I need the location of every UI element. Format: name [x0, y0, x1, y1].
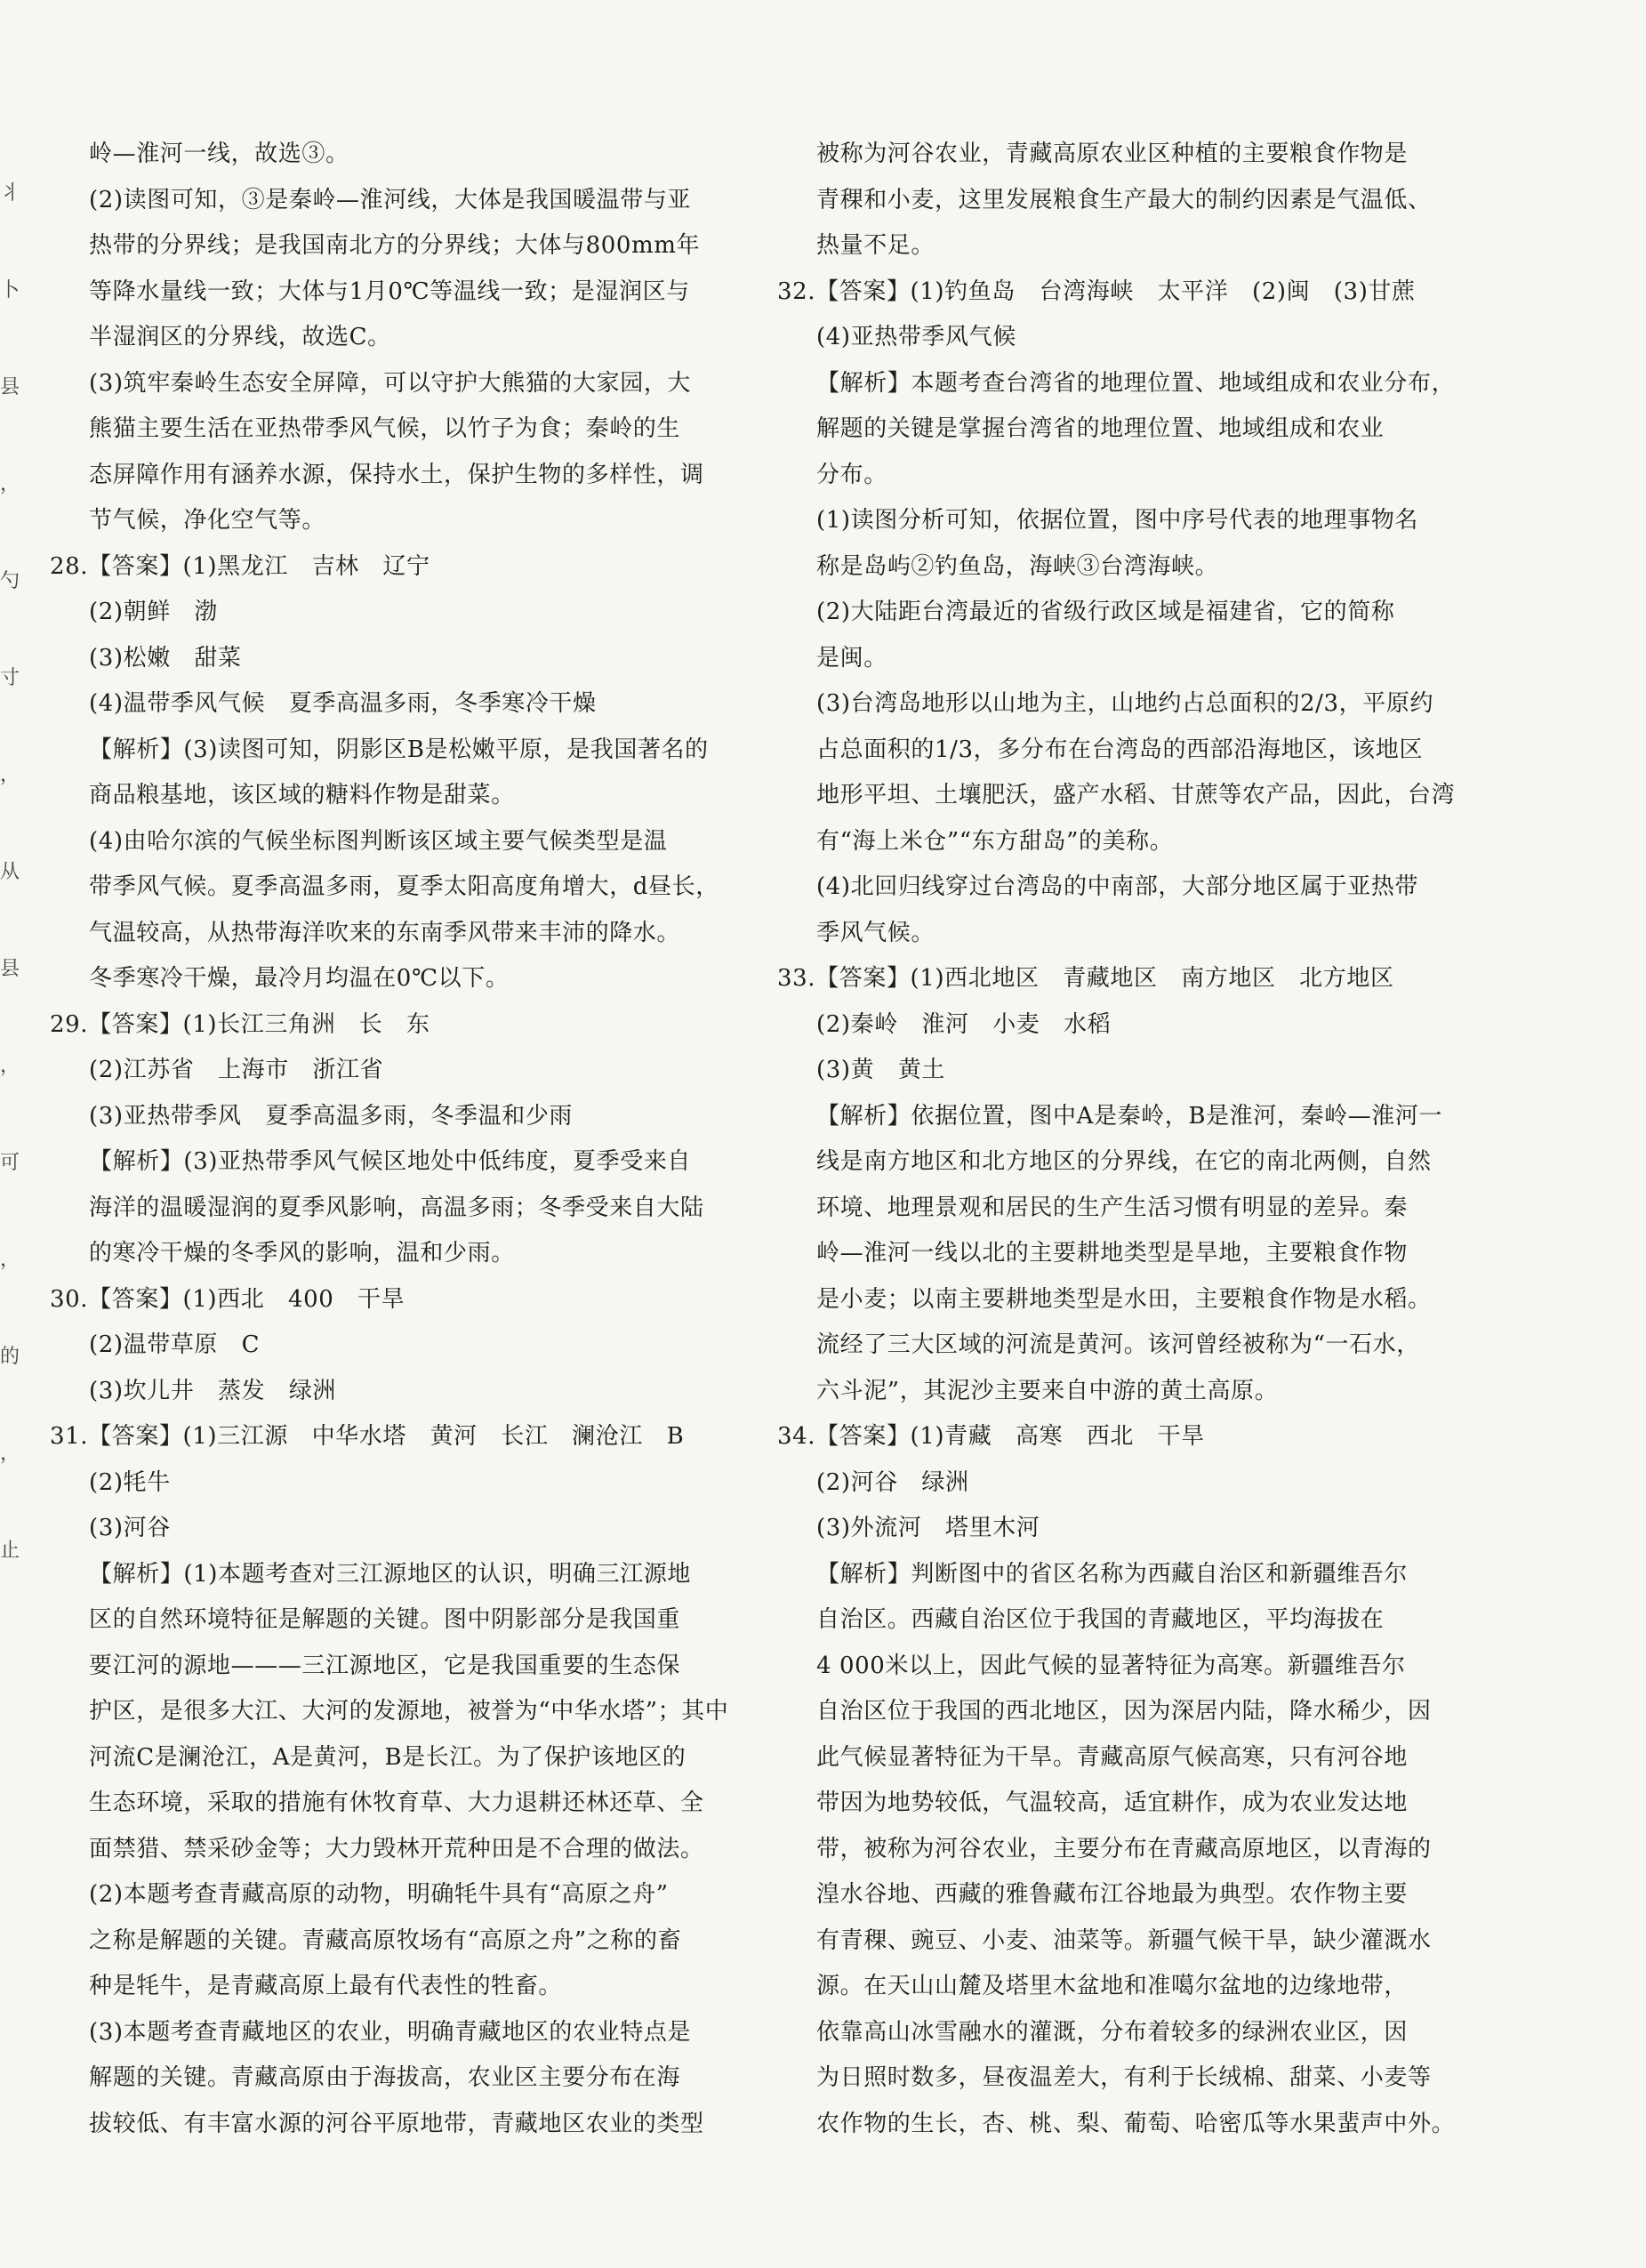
- text-line: 带季风气候。夏季高温多雨，夏季太阳高度角增大，d昼长，: [89, 873, 719, 900]
- text-line: 青稞和小麦，这里发展粮食生产最大的制约因素是气温低、: [816, 186, 1432, 213]
- text-line: 流经了三大区域的河流是黄河。该河曾经被称为“一石水，: [816, 1331, 1420, 1358]
- margin-fragment: ，: [0, 1249, 20, 1271]
- text-line: 要江河的源地———三江源地区，它是我国重要的生态保: [89, 1652, 681, 1679]
- text-line: 是闽。: [816, 644, 887, 672]
- text-line: 拔较低、有丰富水源的河谷平原地带，青藏地区农业的类型: [89, 2110, 704, 2137]
- text-line: 地形平坦、土壤肥沃，盛产水稻、甘蔗等农产品，因此，台湾: [816, 782, 1456, 808]
- text-line: 商品粮基地，该区域的糖料作物是甜菜。: [89, 782, 515, 808]
- text-line: (2)牦牛: [89, 1468, 171, 1496]
- text-line: 31.【答案】(1)三江源 中华水塔 黄河 长江 澜沧江 B: [50, 1423, 685, 1450]
- text-line: 【解析】本题考查台湾省的地理位置、地域组成和农业分布，: [816, 369, 1456, 397]
- text-line: 此气候显著特征为干旱。青藏高原气候高寒，只有河谷地: [816, 1743, 1409, 1771]
- text-line: 气温较高，从热带海洋吹来的东南季风带来丰沛的降水。: [89, 919, 681, 946]
- text-line: (3)黄 黄土: [816, 1057, 946, 1083]
- margin-fragment: 县: [0, 958, 20, 980]
- left-column: [50, 132, 729, 2147]
- text-line: 【解析】判断图中的省区名称为西藏自治区和新疆维吾尔: [816, 1560, 1409, 1588]
- text-line: 自治区。西藏自治区位于我国的青藏地区，平均海拔在: [816, 1606, 1385, 1633]
- text-line: 湟水谷地、西藏的雅鲁藏布江谷地最为典型。农作物主要: [816, 1881, 1409, 1908]
- text-line: (3)河谷: [89, 1515, 171, 1541]
- left-margin-fragments: [0, 178, 20, 1632]
- text-line: 依靠高山冰雪融水的灌溉，分布着较多的绿洲农业区，因: [816, 2018, 1409, 2046]
- margin-fragment: 县: [0, 376, 20, 398]
- text-line: (3)坎儿井 蒸发 绿洲: [89, 1377, 337, 1404]
- text-line: 河流C是澜沧江，A是黄河，B是长江。为了保护该地区的: [89, 1743, 687, 1771]
- text-line: (1)读图分析可知，依据位置，图中序号代表的地理事物名: [816, 507, 1419, 534]
- text-line: 带，被称为河谷农业，主要分布在青藏高原地区，以青海的: [816, 1835, 1432, 1862]
- text-line: 4 000米以上，因此气候的显著特征为高寒。新疆维吾尔: [816, 1652, 1406, 1679]
- margin-fragment: 止: [0, 1540, 20, 1562]
- text-line: 占总面积的1/3，多分布在台湾岛的西部沿海地区，该地区: [816, 736, 1424, 763]
- margin-fragment: 卜: [0, 279, 20, 302]
- margin-fragment: 丬: [0, 182, 20, 205]
- text-line: (2)秦岭 淮河 小麦 水稻: [816, 1010, 1112, 1038]
- text-line: 是小麦；以南主要耕地类型是水田，主要粮食作物是水稻。: [816, 1285, 1432, 1313]
- text-line: 被称为河谷农业，青藏高原农业区种植的主要粮食作物是: [816, 141, 1409, 167]
- text-line: (2)江苏省 上海市 浙江省: [89, 1057, 384, 1083]
- text-line: 环境、地理景观和居民的生产生活习惯有明显的差异。秦: [816, 1194, 1409, 1221]
- text-line: 解题的关键。青藏高原由于海拔高，农业区主要分布在海: [89, 2064, 681, 2091]
- text-line: 海洋的温暖湿润的夏季风影响，高温多雨；冬季受来自大陆: [89, 1194, 704, 1221]
- text-line: 有青稞、豌豆、小麦、油菜等。新疆气候干旱，缺少灌溉水: [816, 1926, 1432, 1954]
- margin-fragment: ，: [0, 473, 20, 495]
- text-line: (4)北回归线穿过台湾岛的中南部，大部分地区属于亚热带: [816, 873, 1419, 900]
- text-line: 【解析】依据位置，图中A是秦岭，B是淮河，秦岭—淮河一: [816, 1102, 1443, 1130]
- text-line: 热量不足。: [816, 232, 935, 259]
- margin-fragment: 从: [0, 861, 20, 883]
- text-line: 30.【答案】(1)西北 400 干旱: [50, 1285, 405, 1313]
- text-line: 的寒冷干燥的冬季风的影响，温和少雨。: [89, 1240, 515, 1267]
- text-line: 冬季寒冷干燥，最冷月均温在0℃以下。: [89, 965, 510, 992]
- text-line: 之称是解题的关键。青藏高原牧场有“高原之舟”之称的畜: [89, 1926, 682, 1954]
- margin-fragment: ，: [0, 764, 20, 786]
- text-line: 区的自然环境特征是解题的关键。图中阴影部分是我国重: [89, 1606, 681, 1633]
- text-line: (2)大陆距台湾最近的省级行政区域是福建省，它的简称: [816, 599, 1395, 625]
- text-line: 六斗泥”，其泥沙主要来自中游的黄土高原。: [816, 1377, 1279, 1404]
- text-line: (2)温带草原 C: [89, 1331, 261, 1358]
- text-line: 生态环境，采取的措施有休牧育草、大力退耕还林还草、全: [89, 1789, 704, 1816]
- text-line: 节气候，净化空气等。: [89, 507, 326, 534]
- text-line: (4)亚热带季风气候: [816, 324, 1016, 350]
- text-line: 面禁猎、禁采砂金等；大力毁林开荒种田是不合理的做法。: [89, 1835, 704, 1862]
- text-line: (3)松嫩 甜菜: [89, 644, 242, 672]
- text-line: 自治区位于我国的西北地区，因为深居内陆，降水稀少，因: [816, 1698, 1432, 1725]
- text-line: 岭—淮河一线，故选③。: [89, 141, 349, 167]
- text-line: 热带的分界线；是我国南北方的分界线；大体与800mm年: [89, 232, 701, 259]
- text-line: (2)朝鲜 渤: [89, 599, 219, 625]
- text-line: 农作物的生长，杏、桃、梨、葡萄、哈密瓜等水果蜚声中外。: [816, 2110, 1456, 2137]
- text-line: 岭—淮河一线以北的主要耕地类型是旱地，主要粮食作物: [816, 1240, 1409, 1267]
- text-line: (3)外流河 塔里木河: [816, 1515, 1040, 1541]
- text-line: 分布。: [816, 461, 887, 488]
- text-line: 半湿润区的分界线，故选C。: [89, 324, 391, 350]
- text-line: 28.【答案】(1)黑龙江 吉林 辽宁: [50, 552, 430, 580]
- text-line: (2)读图可知，③是秦岭—淮河线，大体是我国暖温带与亚: [89, 186, 692, 213]
- text-line: 态屏障作用有涵养水源，保持水土，保护生物的多样性，调: [89, 461, 704, 488]
- text-line: (4)温带季风气候 夏季高温多雨，冬季寒冷干燥: [89, 690, 597, 717]
- margin-fragment: 的: [0, 1346, 20, 1368]
- text-line: (2)河谷 绿洲: [816, 1468, 969, 1496]
- text-line: 有“海上米仓”“东方甜岛”的美称。: [816, 827, 1174, 855]
- margin-fragment: ，: [0, 1055, 20, 1077]
- text-line: 为日照时数多，昼夜温差大，有利于长绒棉、甜菜、小麦等: [816, 2064, 1432, 2091]
- text-line: 29.【答案】(1)长江三角洲 长 东: [50, 1010, 430, 1038]
- margin-fragment: 寸: [0, 667, 20, 689]
- text-line: 种是牦牛，是青藏高原上最有代表性的牲畜。: [89, 1973, 563, 1999]
- text-line: 解题的关键是掌握台湾省的地理位置、地域组成和农业: [816, 415, 1385, 442]
- margin-fragment: 勺: [0, 570, 20, 592]
- text-line: (4)由哈尔滨的气候坐标图判断该区域主要气候类型是温: [89, 827, 668, 855]
- text-line: 【解析】(1)本题考查对三江源地区的认识，明确三江源地: [89, 1560, 692, 1588]
- text-line: 32.【答案】(1)钓鱼岛 台湾海峡 太平洋 (2)闽 (3)甘蔗: [777, 277, 1416, 305]
- text-line: (3)亚热带季风 夏季高温多雨，冬季温和少雨: [89, 1102, 574, 1130]
- text-line: 带因为地势较低，气温较高，适宜耕作，成为农业发达地: [816, 1789, 1409, 1816]
- text-line: (2)本题考查青藏高原的动物，明确牦牛具有“高原之舟”: [89, 1881, 669, 1908]
- text-line: 线是南方地区和北方地区的分界线，在它的南北两侧，自然: [816, 1148, 1432, 1175]
- text-line: 等降水量线一致；大体与1月0℃等温线一致；是湿润区与: [89, 277, 690, 305]
- text-line: 护区，是很多大江、大河的发源地，被誉为“中华水塔”；其中: [89, 1698, 729, 1725]
- text-line: 熊猫主要生活在亚热带季风气候，以竹子为食；秦岭的生: [89, 415, 681, 442]
- text-line: (3)筑牢秦岭生态安全屏障，可以守护大熊猫的大家园，大: [89, 369, 692, 397]
- text-line: (3)台湾岛地形以山地为主，山地约占总面积的2/3，平原约: [816, 690, 1434, 717]
- text-line: 源。在天山山麓及塔里木盆地和准噶尔盆地的边缘地带，: [816, 1973, 1409, 1999]
- text-line: 称是岛屿②钓鱼岛，海峡③台湾海峡。: [816, 552, 1219, 580]
- right-column: [777, 132, 1465, 2147]
- text-line: (3)本题考查青藏地区的农业，明确青藏地区的农业特点是: [89, 2018, 692, 2046]
- text-line: 【解析】(3)读图可知，阴影区B是松嫩平原，是我国著名的: [89, 736, 709, 763]
- text-line: 34.【答案】(1)青藏 高寒 西北 干旱: [777, 1423, 1205, 1450]
- text-line: 季风气候。: [816, 919, 935, 946]
- text-line: 【解析】(3)亚热带季风气候区地处中低纬度，夏季受来自: [89, 1148, 692, 1175]
- margin-fragment: 可: [0, 1152, 20, 1174]
- text-line: 33.【答案】(1)西北地区 青藏地区 南方地区 北方地区: [777, 965, 1394, 992]
- margin-fragment: ，: [0, 1443, 20, 1465]
